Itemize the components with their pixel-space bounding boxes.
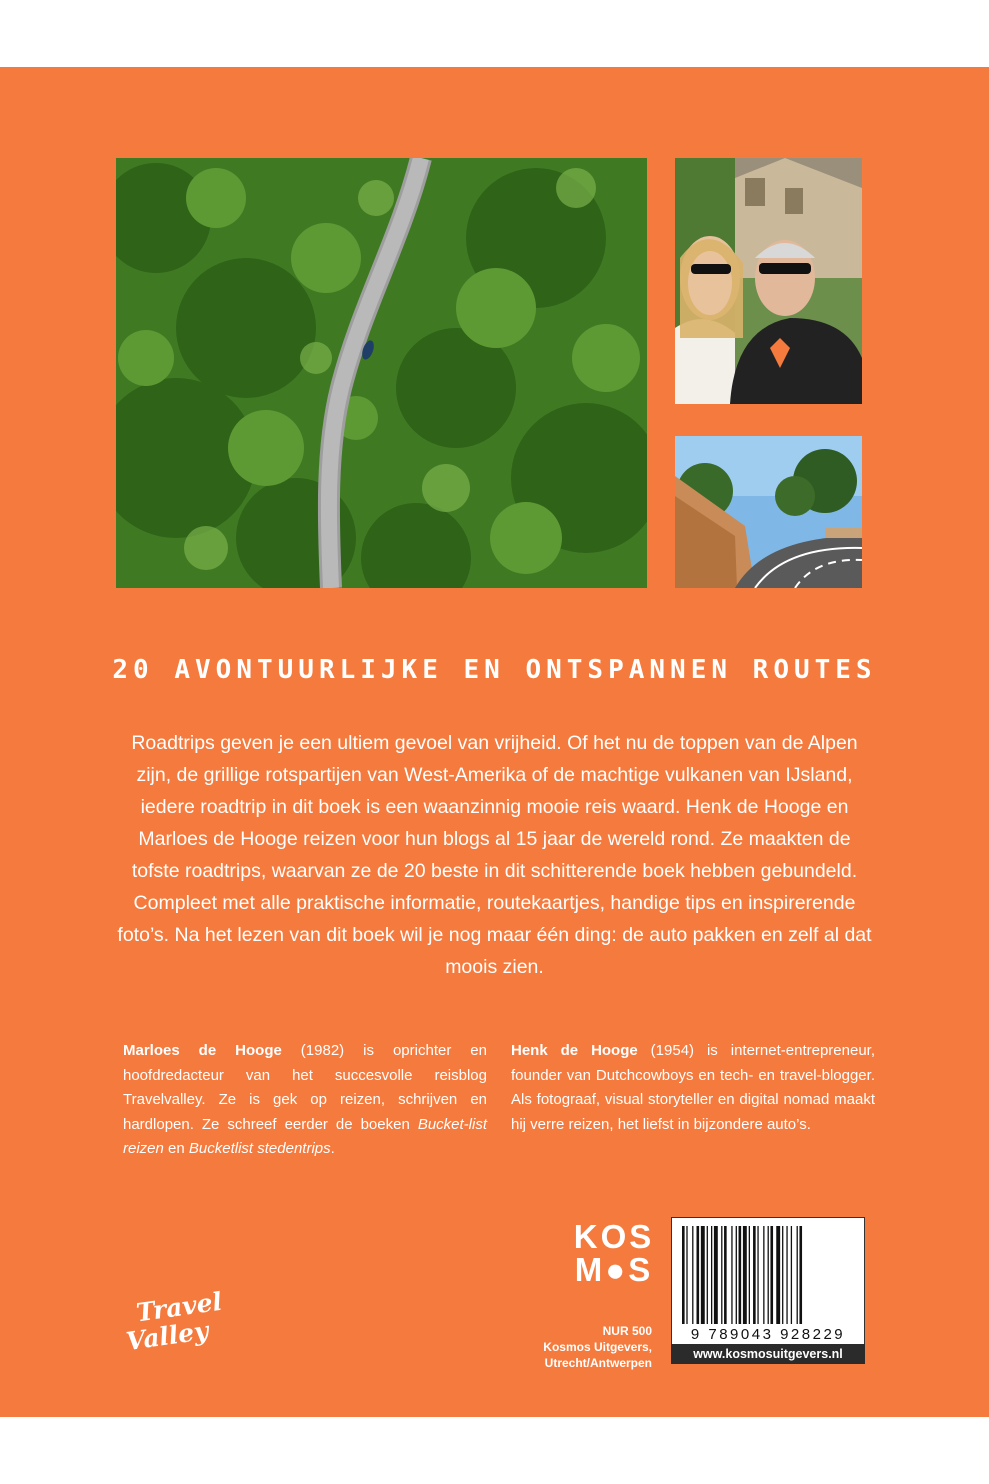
nur-code: NUR 500 (602, 1324, 652, 1338)
mountain-road-photo (675, 436, 862, 588)
bio-henk (511, 1039, 875, 1137)
bio-marloes-text-c: . (330, 1140, 335, 1157)
publisher-imprint (506, 1323, 652, 1371)
bio-marloes-text-a: (1982) is oprichter en hoofdredacteur van het succesvolle reisblog Travelvalley. Ze is gek op reizen, schrijven en hardlopen. Ze schreef eerder de boeken (123, 1042, 487, 1133)
bio-marloes (123, 1039, 487, 1162)
kosmos-logo-line2: M●S (574, 1251, 654, 1288)
cover-blurb: Roadtrips geven je een ultiem gevoel van vrijheid. Of het nu de toppen van de Alpen zijn, de grillige rotspartijen van West-Amerika of de machtige vulkanen van IJsland, iedere roadtrip in dit boek is een waanzinnig mooie reis waard. Henk de Hooge en Marloes de Hooge reizen voor hun blogs al 15 jaar de wereld rond. Ze maakten de tofste roadtrips, waarvan ze de 20 beste in dit schitterende boek hebben gebundeld. Compleet met alle praktische informatie, routekaartjes, handige tips en inspirerende foto’s. Na het lezen van dit boek wil je nog maar één ding: de auto pakken en zelf al dat moois zien. (117, 732, 872, 978)
book-back-cover (0, 67, 989, 1417)
barcode-bars (680, 1226, 856, 1324)
bio-henk-name: Henk de Hooge (511, 1042, 638, 1059)
aerial-forest-road-photo (116, 158, 647, 588)
publisher-website: www.kosmosuitgevers.nl (671, 1344, 865, 1364)
travel-valley-logo-line2: Valley (124, 1315, 211, 1357)
publisher-city: Utrecht/Antwerpen (544, 1356, 652, 1370)
bio-marloes-book2: Bucketlist stedentrips (188, 1140, 331, 1157)
kosmos-logo (566, 1220, 662, 1286)
travel-valley-logo-line1: Travel (134, 1286, 224, 1328)
bio-marloes-name: Marloes de Hooge (123, 1042, 282, 1059)
isbn-barcode (671, 1217, 865, 1345)
kosmos-logo-line1: KOS (573, 1218, 655, 1255)
travel-valley-logo (117, 1288, 224, 1355)
authors-selfie-photo (675, 158, 862, 404)
isbn-number: 9 789043 928229 (690, 1326, 846, 1343)
publisher-name: Kosmos Uitgevers, (543, 1340, 652, 1354)
bio-marloes-text-b: en (163, 1140, 189, 1157)
bio-marloes-book1: Bucket-list reizen (123, 1115, 487, 1157)
cover-headline: 20 AVONTUURLIJKE EN ONTSPANNEN ROUTES (112, 655, 877, 685)
bio-henk-text: (1954) is internet-entrepreneur, founder van Dutchcowboys en tech- en travel-blogger. Als fotograaf, visual storyteller en digital nomad maakt hij verre reizen, het liefst in bijzondere auto’s. (511, 1042, 876, 1133)
